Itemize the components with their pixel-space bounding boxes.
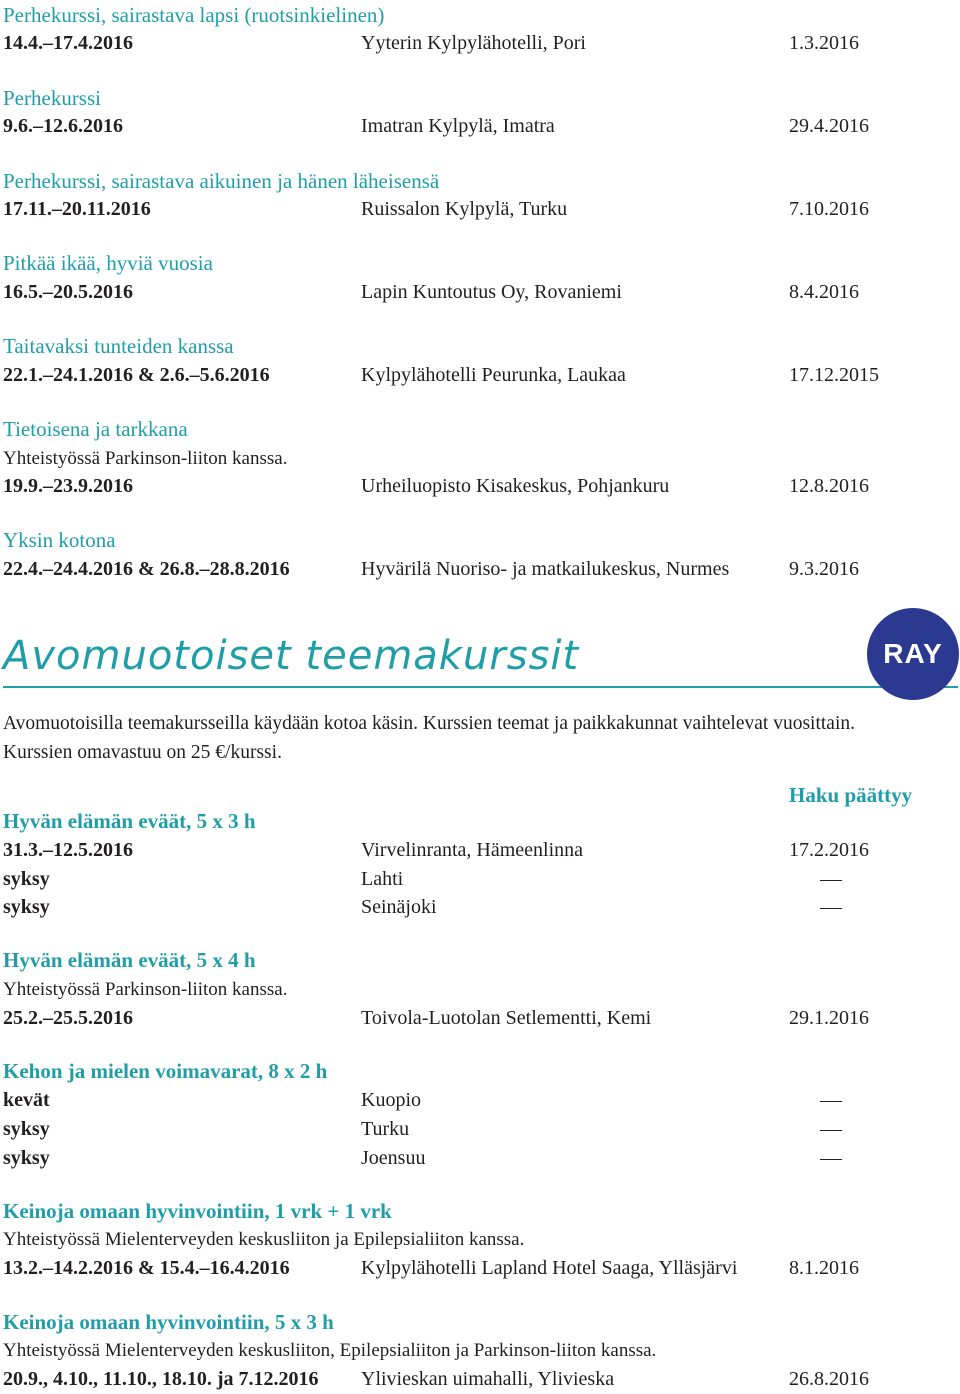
- course-deadline: 17.12.2015: [789, 364, 879, 386]
- course-row: [0, 1148, 960, 1170]
- course-title: Hyvän elämän eväät, 5 x 4 h: [3, 948, 256, 972]
- course-date: 25.2.–25.5.2016: [3, 1007, 133, 1029]
- course-title: Keinoja omaan hyvinvointiin, 1 vrk + 1 vrk: [3, 1199, 392, 1223]
- course-place: Virvelinranta, Hämeenlinna: [361, 839, 584, 861]
- deadline-dash: [820, 908, 842, 909]
- course-place: Kuopio: [361, 1089, 421, 1111]
- course-row: [0, 840, 960, 862]
- course-row: [0, 1119, 960, 1141]
- course-title: Perhekurssi, sairastava aikuinen ja hänen läheisensä: [3, 169, 440, 193]
- course-deadline: 12.8.2016: [789, 475, 869, 497]
- course-deadline: 29.4.2016: [789, 115, 869, 137]
- course-row: [0, 199, 960, 221]
- course-row: [0, 116, 960, 138]
- course-row: [0, 282, 960, 304]
- course-deadline: 8.4.2016: [789, 281, 859, 303]
- course-date: syksy: [3, 1118, 50, 1140]
- course-title: Hyvän elämän eväät, 5 x 3 h: [3, 809, 256, 833]
- course-deadline: 1.3.2016: [789, 32, 859, 54]
- course-note: Yhteistyössä Parkinson-liiton kanssa.: [3, 979, 288, 1000]
- deadline-dash: [820, 1101, 842, 1102]
- course-title: Pitkää ikää, hyviä vuosia: [3, 251, 213, 275]
- course-date: syksy: [3, 1147, 50, 1169]
- course-row: [0, 869, 960, 891]
- section-intro: Avomuotoisilla teemakursseilla käydään kotoa käsin. Kurssien teemat ja paikkakunnat vaihtelevat vuosittain. Kurssien omavastuu on 25 €/kurssi.: [3, 713, 855, 763]
- course-place: Seinäjoki: [361, 896, 437, 918]
- course-place: Kylpylähotelli Lapland Hotel Saaga, Ylläsjärvi: [361, 1257, 738, 1279]
- ray-logo-text: RAY: [883, 638, 943, 669]
- course-title: Kehon ja mielen voimavarat, 8 x 2 h: [3, 1059, 328, 1083]
- course-date: syksy: [3, 896, 50, 918]
- course-place: Hyvärilä Nuoriso- ja matkailukeskus, Nurmes: [361, 558, 730, 580]
- deadline-column-header: Haku päättyy: [789, 783, 913, 807]
- course-title: Tietoisena ja tarkkana: [3, 417, 188, 441]
- course-note: Yhteistyössä Mielenterveyden keskusliiton, Epilepsialiiton ja Parkinson-liiton kanssa.: [3, 1340, 657, 1361]
- course-note: Yhteistyössä Mielenterveyden keskusliiton ja Epilepsialiiton kanssa.: [3, 1229, 525, 1250]
- course-deadline: 17.2.2016: [789, 839, 869, 861]
- course-date: kevät: [3, 1089, 50, 1111]
- course-date: syksy: [3, 868, 50, 890]
- course-place: Toivola-Luotolan Setlementti, Kemi: [361, 1007, 652, 1029]
- course-row: [0, 1369, 960, 1391]
- ray-logo-badge: [867, 608, 959, 700]
- course-row: [0, 476, 960, 498]
- deadline-dash: [820, 1130, 842, 1131]
- course-date: 22.4.–24.4.2016 & 26.8.–28.8.2016: [3, 558, 290, 580]
- course-title: Keinoja omaan hyvinvointiin, 5 x 3 h: [3, 1310, 334, 1334]
- course-deadline: 9.3.2016: [789, 558, 859, 580]
- course-note: Yhteistyössä Parkinson-liiton kanssa.: [3, 448, 288, 469]
- course-row: [0, 559, 960, 581]
- course-date: 31.3.–12.5.2016: [3, 839, 133, 861]
- section-heading: Avomuotoiset teemakurssit: [3, 633, 580, 679]
- course-place: Ruissalon Kylpylä, Turku: [361, 198, 568, 220]
- course-place: Lahti: [361, 868, 404, 890]
- course-row: [0, 1008, 960, 1030]
- course-row: [0, 897, 960, 919]
- course-date: 17.11.–20.11.2016: [3, 198, 151, 220]
- heading-divider: [3, 686, 958, 688]
- course-date: 9.6.–12.6.2016: [3, 115, 123, 137]
- course-deadline: 29.1.2016: [789, 1007, 869, 1029]
- course-deadline: 26.8.2016: [789, 1368, 869, 1390]
- course-title: Perhekurssi, sairastava lapsi (ruotsinkielinen): [3, 3, 385, 27]
- course-deadline: 7.10.2016: [789, 198, 869, 220]
- course-row: [0, 1090, 960, 1112]
- course-row: [0, 33, 960, 55]
- course-title: Yksin kotona: [3, 528, 116, 552]
- course-place: Imatran Kylpylä, Imatra: [361, 115, 555, 137]
- course-date: 20.9., 4.10., 11.10., 18.10. ja 7.12.2016: [3, 1368, 319, 1390]
- course-date: 16.5.–20.5.2016: [3, 281, 133, 303]
- course-place: Ylivieskan uimahalli, Ylivieska: [361, 1368, 615, 1390]
- course-place: Yyterin Kylpylähotelli, Pori: [361, 32, 586, 54]
- course-date: 14.4.–17.4.2016: [3, 32, 133, 54]
- deadline-dash: [820, 880, 842, 881]
- course-title: Perhekurssi: [3, 86, 101, 110]
- course-place: Joensuu: [361, 1147, 426, 1169]
- course-row: [0, 1258, 960, 1280]
- course-row: [0, 365, 960, 387]
- course-date: 13.2.–14.2.2016 & 15.4.–16.4.2016: [3, 1257, 290, 1279]
- course-title: Taitavaksi tunteiden kanssa: [3, 334, 234, 358]
- course-place: Turku: [361, 1118, 410, 1140]
- course-deadline: 8.1.2016: [789, 1257, 859, 1279]
- course-place: Urheiluopisto Kisakeskus, Pohjankuru: [361, 475, 670, 497]
- course-date: 22.1.–24.1.2016 & 2.6.–5.6.2016: [3, 364, 270, 386]
- course-date: 19.9.–23.9.2016: [3, 475, 133, 497]
- course-place: Lapin Kuntoutus Oy, Rovaniemi: [361, 281, 622, 303]
- deadline-dash: [820, 1159, 842, 1160]
- course-place: Kylpylähotelli Peurunka, Laukaa: [361, 364, 626, 386]
